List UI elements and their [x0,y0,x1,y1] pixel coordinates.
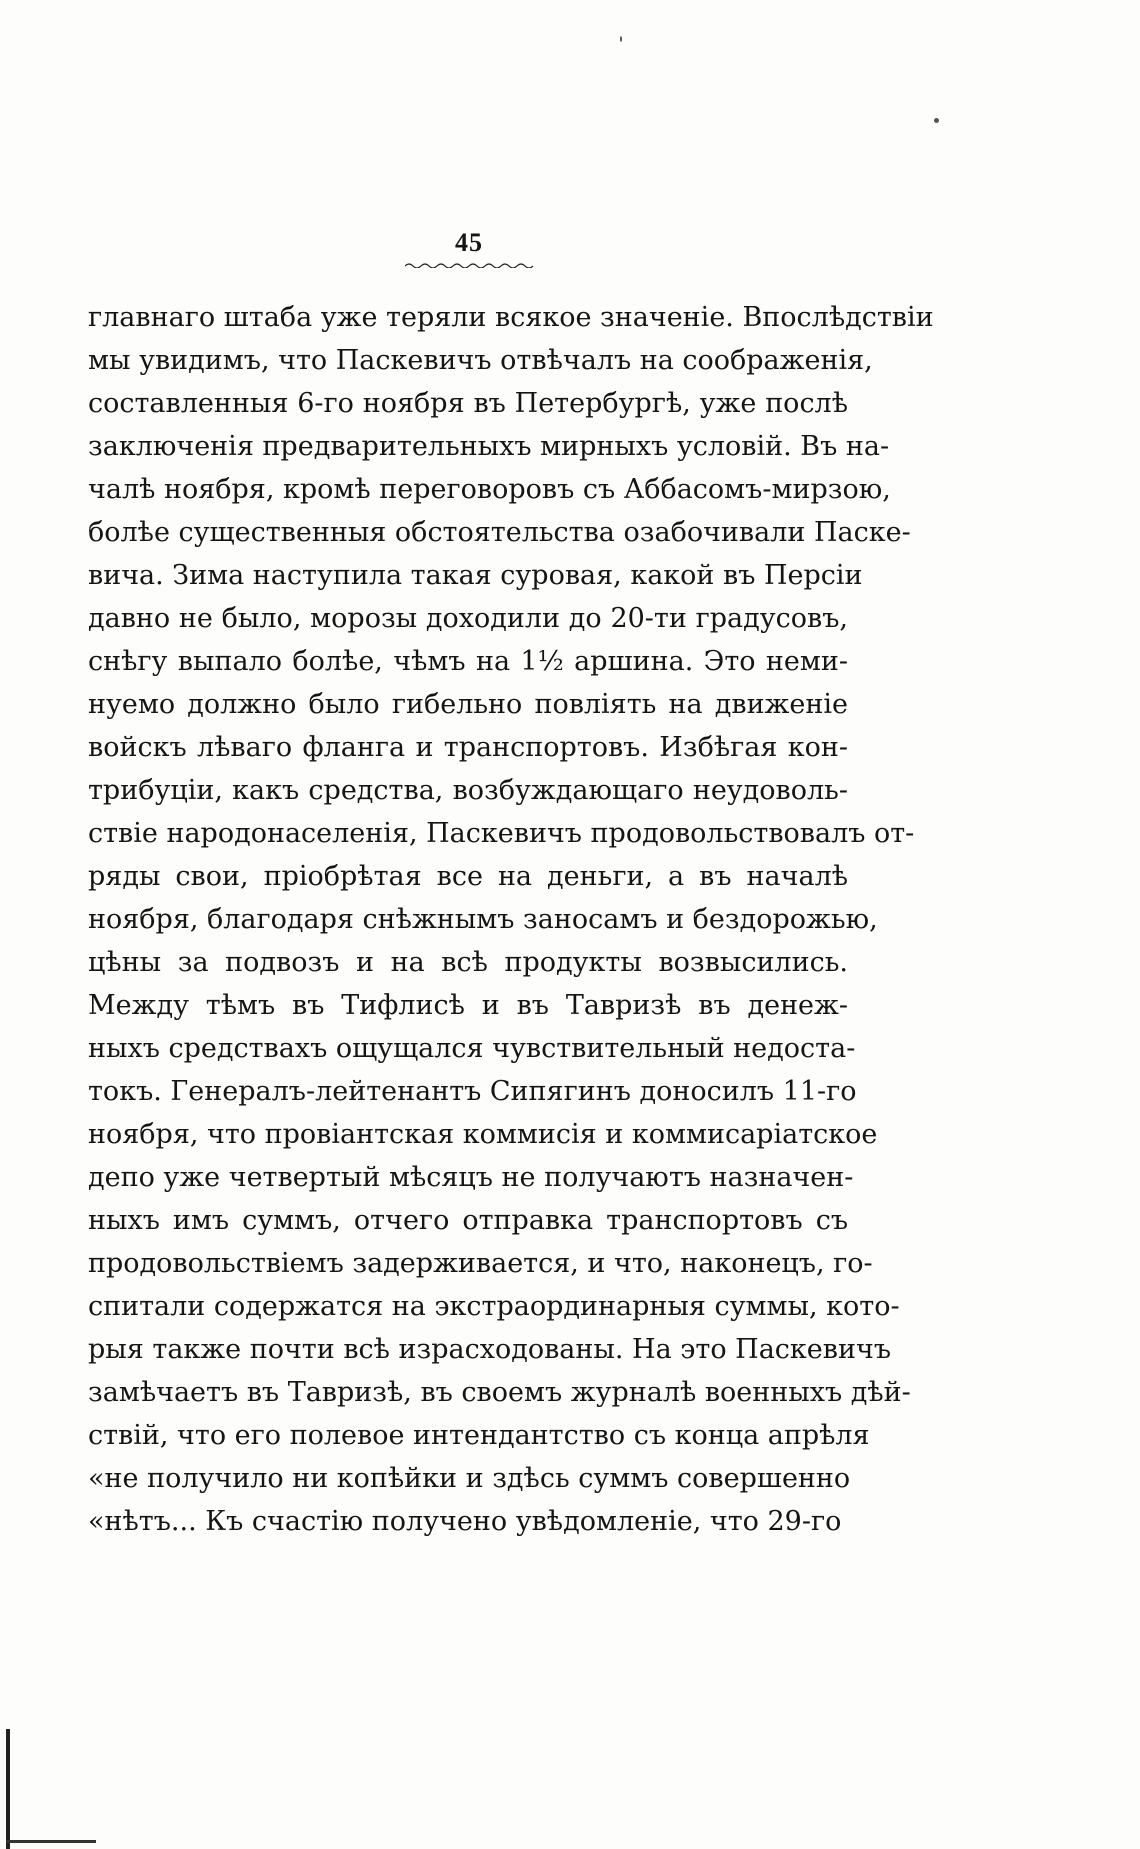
text-line: чалѣ ноября, кромѣ переговоровъ съ Аббасомъ-мирзою, [88,474,891,505]
text-line: войскъ лѣваго фланга и транспортовъ. Избѣгая кон- [88,732,848,763]
text-line: снѣгу выпало болѣе, чѣмъ на 1½ аршина. Это неми- [88,646,848,677]
text-line: спитали содержатся на экстраординарныя суммы, кото- [88,1291,900,1322]
text-line: Между тѣмъ въ Тифлисѣ и въ Тавризѣ въ денеж- [88,990,848,1021]
text-line: рыя также почти всѣ израсходованы. На это Паскевичъ [88,1334,891,1365]
page-number: 45 [455,228,483,257]
text-line: составленныя 6-го ноября въ Петербургѣ, уже послѣ [88,388,848,419]
text-line: давно не было, морозы доходили до 20-ти градусовъ, [88,603,848,634]
scan-edge-mark [6,1840,96,1843]
text-line: ноября, благодаря снѣжнымъ заносамъ и бездорожью, [88,904,878,935]
text-line: ствій, что его полевое интендантство съ конца апрѣля [88,1420,870,1451]
text-line: ряды свои, пріобрѣтая все на деньги, а въ началѣ [88,861,848,892]
text-line: ныхъ средствахъ ощущался чувствительный недоста- [88,1033,856,1064]
scan-speck [620,36,622,42]
text-line: заключенія предварительныхъ мирныхъ условій. Въ на- [88,431,890,462]
text-line: главнаго штаба уже теряли всякое значеніе. Впослѣдствіи [88,302,934,333]
text-line: ноября, что провіантская коммисія и коммисаріатское [88,1119,878,1150]
text-line: ныхъ имъ суммъ, отчего отправка транспортовъ съ [88,1205,848,1236]
text-line: «нѣтъ... Къ счастію получено увѣдомленіе, что 29-го [88,1506,842,1537]
page-number-ornament [405,262,535,268]
text-line: ствіе народонаселенія, Паскевичъ продовольствовалъ от- [88,818,915,849]
text-line: «не получило ни копѣйки и здѣсь суммъ совершенно [88,1463,851,1494]
scan-speck [934,118,939,123]
text-line: замѣчаетъ въ Тавризѣ, въ своемъ журналѣ военныхъ дѣй- [88,1377,911,1408]
text-line: трибуціи, какъ средства, возбуждающаго неудоволь- [88,775,848,806]
text-line: вича. Зима наступила такая суровая, какой въ Персіи [88,560,863,591]
text-line: токъ. Генералъ-лейтенантъ Сипягинъ доносилъ 11-го [88,1076,857,1107]
text-line: болѣе существенныя обстоятельства озабочивали Паске- [88,517,911,548]
scan-edge-mark [6,1729,10,1849]
body-text [88,296,934,1543]
text-line: нуемо должно было гибельно повліять на движеніе [88,689,848,720]
text-line: цѣны за подвозъ и на всѣ продукты возвысились. [88,947,848,978]
text-line: депо уже четвертый мѣсяцъ не получаютъ назначен- [88,1162,854,1193]
text-line: продовольствіемъ задерживается, и что, наконецъ, го- [88,1248,873,1279]
text-line: мы увидимъ, что Паскевичъ отвѣчалъ на соображенія, [88,345,873,376]
